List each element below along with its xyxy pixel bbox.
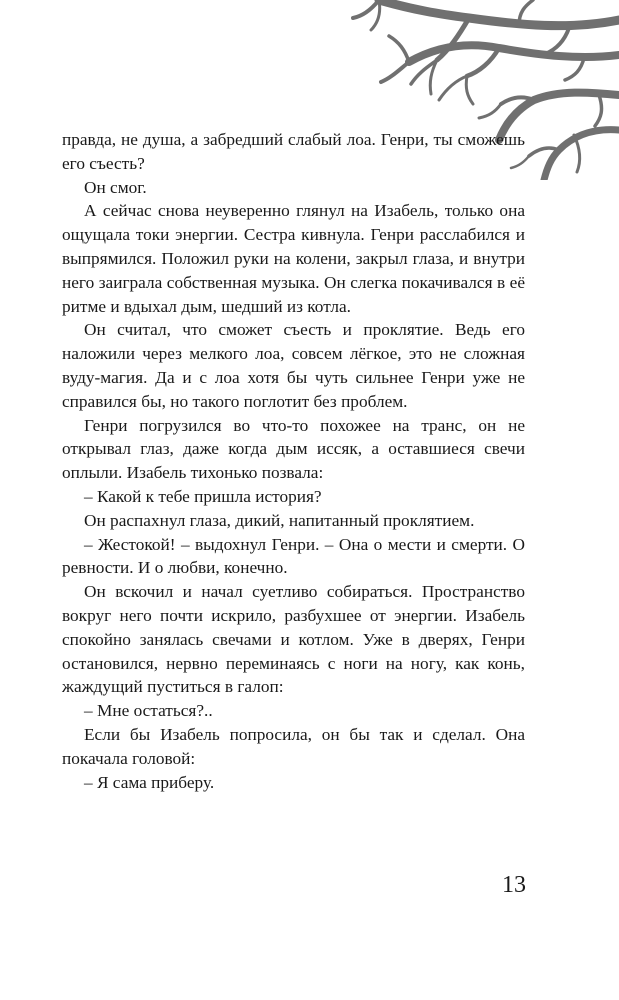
paragraph: А сейчас снова неуверенно глянул на Изабель, только она ощущала токи энергии. Сестра кивнула. Генри расслабился и выпрямился. Положил руки на колени, закрыл глаза, и внутри него заиграла собственная музыка. Он слегка покачивался в её ритме и вдыхал дым, шедший из котла.	[62, 201, 525, 316]
body-text	[62, 128, 525, 794]
page-number: 13	[502, 872, 526, 898]
dialogue-line: – Я сама приберу.	[84, 772, 215, 792]
dialogue-line: – Жестокой! – выдохнул Генри. – Она о мести и смерти. О ревности. И о любви, конечно.	[62, 534, 525, 578]
dialogue-line: – Какой к тебе пришла история?	[84, 486, 322, 506]
paragraph: Если бы Изабель попросила, он бы так и сделал. Она покачала головой:	[62, 724, 525, 768]
paragraph: правда, не душа, а забредший слабый лоа. Генри, ты сможешь его съесть?	[62, 130, 525, 173]
dialogue-line: – Мне остаться?..	[84, 701, 213, 721]
paragraph: Он распахнул глаза, дикий, напитанный проклятием.	[84, 510, 475, 530]
paragraph: Он смог.	[84, 177, 147, 197]
paragraph: Он считал, что сможет съесть и проклятие. Ведь его наложили через мелкого лоа, совсем лёгкое, это не сложная вуду-магия. Да и с лоа хотя бы чуть сильнее Генри уже не справился бы, но такого поглотит без проблем.	[62, 320, 525, 411]
paragraph: Он вскочил и начал суетливо собираться. Пространство вокруг него почти искрило, разбухшее от энергии. Изабель спокойно занялась свечами и котлом. Уже в дверях, Генри остановился, нервно переминаясь с ноги на ногу, как конь, жаждущий пуститься в галоп:	[62, 582, 525, 697]
paragraph: Генри погрузился во что-то похожее на транс, он не открывал глаз, даже когда дым иссяк, а оставшиеся свечи оплыли. Изабель тихонько позвала:	[62, 415, 525, 483]
